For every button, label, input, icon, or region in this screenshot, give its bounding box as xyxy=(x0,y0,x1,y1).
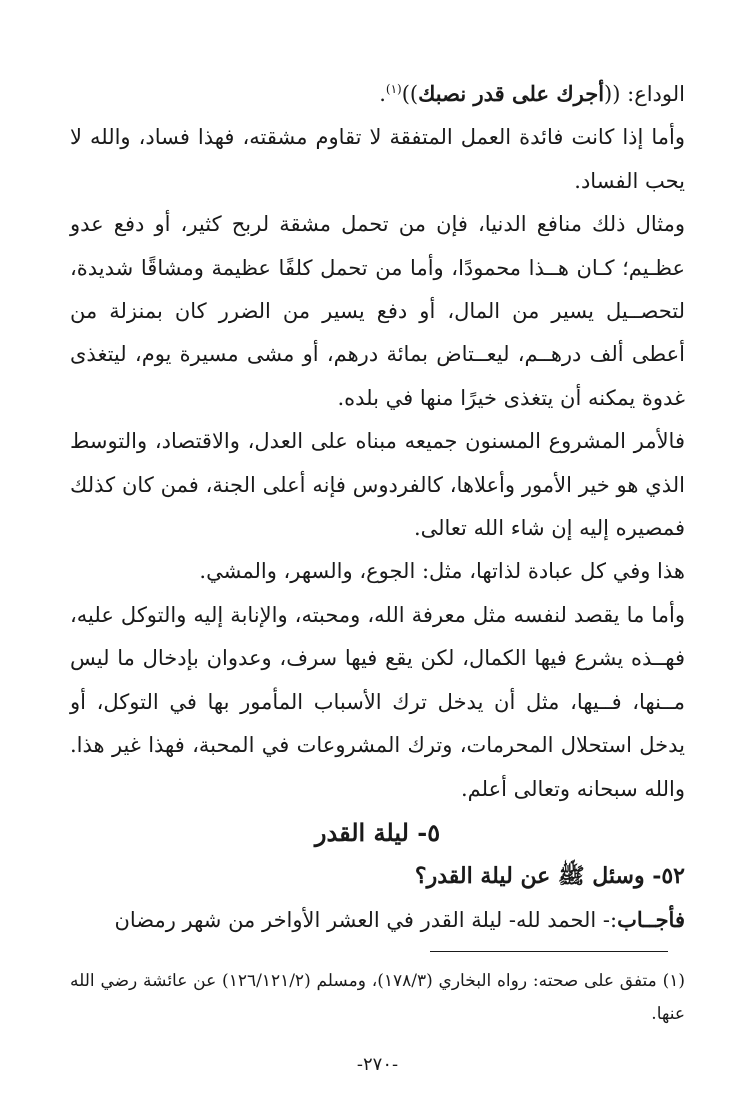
answer-label: فأجــاب xyxy=(617,907,685,933)
paragraph-2: وأما إذا كانت فائدة العمل المتفقة لا تقاوم مشقته، فهذا فساد، والله لا يحب الفساد. xyxy=(70,125,685,193)
question: ٥٢- وسئل ﷺ عن ليلة القدر؟ xyxy=(414,862,685,889)
paragraph-3: ومثال ذلك منافع الدنيا، فإن من تحمل مشقة لربح كثير، أو دفع عدو عظـيم؛ كـان هــذا محمودًا، وأما من تحمل كلفًا عظيمة ومشاقًا شديدة، لتحصــيل يسير من المال، أو دفع يسير من الضرر كان بمنزلة من أعطى ألف درهــم، ليعــتاض بمائة درهم، أو مشى مسيرة يوم، ليتغذى غدوة يمكنه أن يتغذى خيرًا منها في بلده. xyxy=(70,212,685,410)
footnote-divider xyxy=(430,951,668,952)
p1-end: . xyxy=(379,82,386,106)
footnote xyxy=(70,965,685,1031)
main-text xyxy=(70,72,685,943)
footnote-text: (١) متفق على صحته: رواه البخاري (١٧٨/٣)، ومسلم (١٢٦/١٢١/٢) عن عائشة رضي الله عنها. xyxy=(70,971,685,1024)
paragraph-5: هذا وفي كل عبادة لذاتها، مثل: الجوع، والسهر، والمشي. xyxy=(199,559,685,584)
page-number: -٢٧٠- xyxy=(356,1054,399,1075)
hadith-quote: أجرك على قدر نصبك xyxy=(418,81,605,106)
p1-open-quote: (( xyxy=(604,82,621,106)
p1-close-quote: )) xyxy=(401,82,419,106)
paragraph-4: فالأمر المشروع المسنون جميعه مبناه على العدل، والاقتصاد، والتوسط الذي هو خير الأمور وأعلاها، كالفردوس فإنه أعلى الجنة، فمن كان كذلك فمصيره إليه إن شاء الله تعالى. xyxy=(70,429,685,541)
p1-lead: الوداع: xyxy=(620,82,685,106)
paragraph-1 xyxy=(70,72,685,116)
paragraph-6: وأما ما يقصد لنفسه مثل معرفة الله، ومحبته، والإنابة إليه والتوكل عليه، فهــذه يشرع فيها الكمال، لكن يقع فيها سرف، وعدوان بإدخال ما ليس مــنها، فــيها، مثل أن يدخل ترك الأسباب المأمور بها في التوكل، أو يدخل استحلال المحرمات، وترك المشروعات في المحبة، فهذا غير هذا. والله سبحانه وتعالى أعلم. xyxy=(70,602,685,801)
answer-paragraph xyxy=(70,898,685,942)
footnote-reference[interactable]: (١) xyxy=(385,82,402,96)
answer-text: :- الحمد لله- ليلة القدر في العشر الأواخر من شهر رمضان xyxy=(114,908,618,933)
section-heading: ٥- ليلة القدر xyxy=(314,817,441,847)
